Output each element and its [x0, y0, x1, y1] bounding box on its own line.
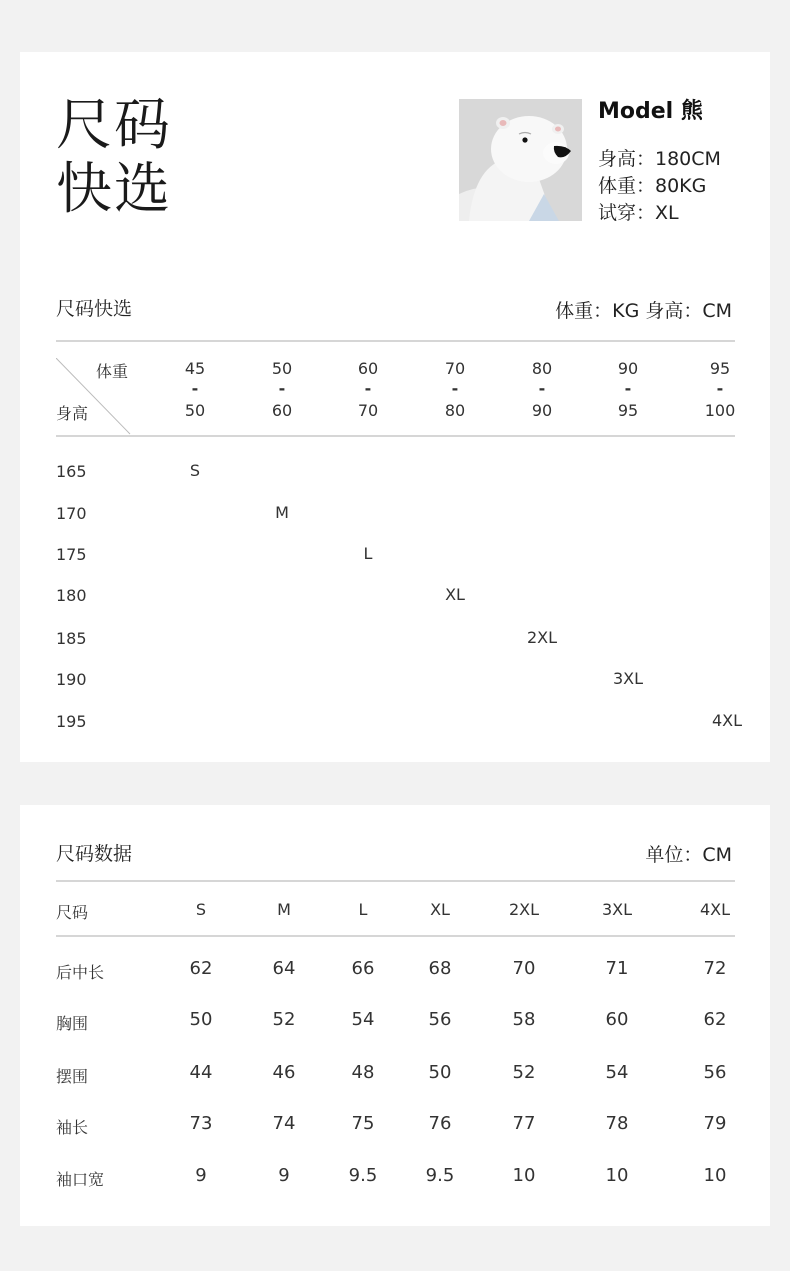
model-weight: 体重：80KG: [598, 175, 707, 197]
height-value: 185: [56, 629, 87, 648]
header-height-label: 身高: [56, 404, 89, 423]
measurement-value: 77: [512, 1113, 536, 1134]
weight-range-to: 50: [184, 401, 206, 420]
recommended-size: L: [363, 544, 373, 563]
weight-range-to: 90: [531, 401, 553, 420]
measurement-value: 56: [428, 1009, 452, 1030]
measurement-value: 10: [605, 1165, 629, 1186]
recommended-size: XL: [445, 585, 465, 604]
weight-range-from: 45: [184, 359, 206, 378]
measurement-value: 50: [428, 1062, 452, 1083]
weight-range-dash: -: [451, 379, 459, 398]
size-header-label: 尺码: [56, 903, 89, 922]
recommended-size: 3XL: [612, 669, 644, 688]
page-title: [56, 94, 172, 222]
measurement-value: 66: [351, 958, 375, 979]
measurement-value: 62: [189, 958, 213, 979]
measurement-value: 48: [351, 1062, 375, 1083]
header-weight-label: 体重: [96, 362, 129, 381]
weight-range-from: 70: [444, 359, 466, 378]
height-value: 195: [56, 712, 87, 731]
measurement-value: 44: [189, 1062, 213, 1083]
weight-range-to: 100: [704, 401, 736, 420]
weight-range-to: 70: [357, 401, 379, 420]
height-value: 190: [56, 670, 87, 689]
measurement-value: 54: [605, 1062, 629, 1083]
measurement-value: 9.5: [348, 1165, 378, 1186]
measurement-value: 54: [351, 1009, 375, 1030]
model-tryon-size: 试穿：XL: [598, 202, 679, 224]
weight-range-from: 60: [357, 359, 379, 378]
weight-range-to: 60: [271, 401, 293, 420]
model-name: Model 熊: [598, 99, 703, 124]
recommended-size: 2XL: [526, 628, 558, 647]
page-title-line-2: 快选: [56, 157, 172, 222]
weight-range-dash: -: [364, 379, 372, 398]
weight-range-dash: -: [191, 379, 199, 398]
measurement-value: 73: [189, 1113, 213, 1134]
units-note: 体重：KG 身高：CM: [555, 300, 732, 322]
measurement-value: 72: [703, 958, 727, 979]
height-value: 180: [56, 586, 87, 605]
measurement-value: 56: [703, 1062, 727, 1083]
size-column-header: XL: [430, 900, 450, 919]
size-quick-select-card: [20, 52, 770, 762]
model-photo: [459, 99, 582, 221]
weight-range-to: 80: [444, 401, 466, 420]
measurement-label: 袖长: [56, 1118, 89, 1137]
size-column-header: 4XL: [699, 900, 731, 919]
divider: [56, 340, 735, 342]
measurement-label: 后中长: [56, 963, 105, 982]
size-column-header: S: [195, 900, 207, 919]
divider: [56, 880, 735, 882]
weight-range-to: 95: [617, 401, 639, 420]
weight-range-from: 90: [617, 359, 639, 378]
measurement-value: 64: [272, 958, 296, 979]
section-title-size-data: 尺码数据: [56, 843, 133, 865]
weight-range-dash: -: [624, 379, 632, 398]
polar-bear-illustration: [459, 99, 582, 221]
size-column-header: M: [277, 900, 291, 919]
height-value: 175: [56, 545, 87, 564]
size-data-card: [20, 805, 770, 1226]
measurement-value: 60: [605, 1009, 629, 1030]
recommended-size: M: [275, 503, 289, 522]
measurement-value: 10: [703, 1165, 727, 1186]
section-title-quick-select: 尺码快选: [56, 298, 133, 320]
measurement-value: 9: [278, 1165, 290, 1186]
measurement-value: 71: [605, 958, 629, 979]
measurement-value: 46: [272, 1062, 296, 1083]
measurement-value: 78: [605, 1113, 629, 1134]
measurement-value: 10: [512, 1165, 536, 1186]
measurement-value: 70: [512, 958, 536, 979]
weight-range-from: 50: [271, 359, 293, 378]
page-title-line-1: 尺码: [56, 93, 172, 158]
recommended-size: 4XL: [711, 711, 743, 730]
weight-range-dash: -: [278, 379, 286, 398]
measurement-value: 62: [703, 1009, 727, 1030]
measurement-label: 袖口宽: [56, 1170, 105, 1189]
measurement-label: 摆围: [56, 1067, 89, 1086]
measurement-value: 9: [195, 1165, 207, 1186]
measurement-value: 68: [428, 958, 452, 979]
units-note: 单位：CM: [645, 844, 732, 866]
weight-range-dash: -: [538, 379, 546, 398]
size-column-header: 3XL: [601, 900, 633, 919]
size-column-header: L: [358, 900, 368, 919]
recommended-size: S: [189, 461, 201, 480]
size-column-header: 2XL: [508, 900, 540, 919]
measurement-label: 胸围: [56, 1014, 89, 1033]
measurement-value: 75: [351, 1113, 375, 1134]
measurement-value: 76: [428, 1113, 452, 1134]
model-height: 身高：180CM: [598, 148, 721, 170]
measurement-value: 58: [512, 1009, 536, 1030]
weight-range-from: 95: [709, 359, 731, 378]
weight-range-dash: -: [716, 379, 724, 398]
height-value: 170: [56, 504, 87, 523]
weight-range-from: 80: [531, 359, 553, 378]
measurement-value: 50: [189, 1009, 213, 1030]
measurement-value: 52: [272, 1009, 296, 1030]
measurement-value: 74: [272, 1113, 296, 1134]
measurement-value: 52: [512, 1062, 536, 1083]
height-value: 165: [56, 462, 87, 481]
divider: [56, 935, 735, 937]
divider: [56, 435, 735, 437]
measurement-value: 79: [703, 1113, 727, 1134]
measurement-value: 9.5: [425, 1165, 455, 1186]
